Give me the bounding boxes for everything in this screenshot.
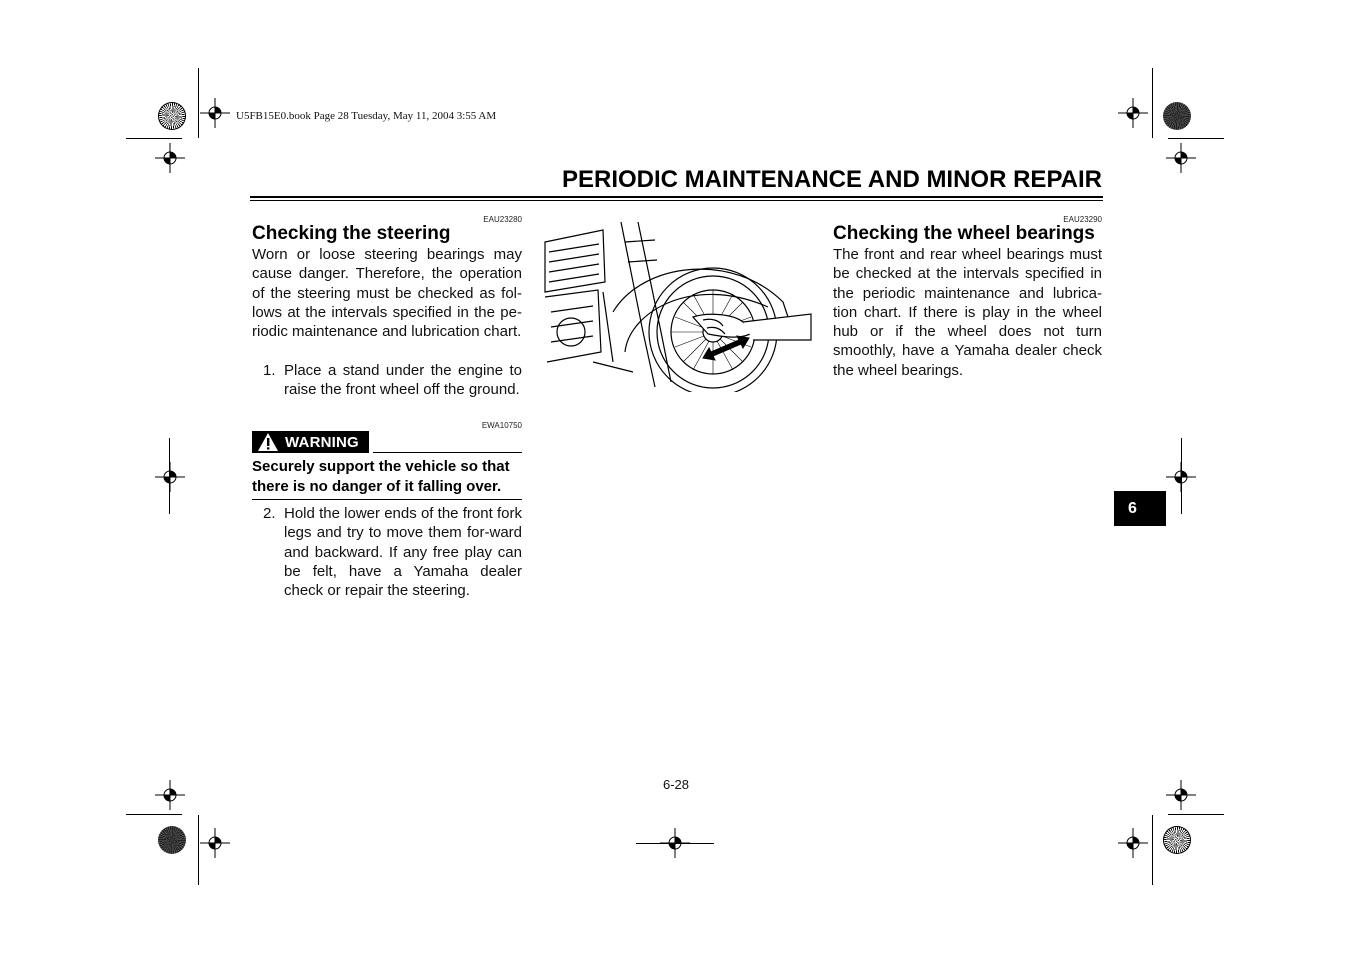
step-number: 1. (263, 362, 276, 379)
crop-mark (636, 843, 714, 844)
warning-triangle-icon (257, 432, 279, 452)
section-heading-steering: Checking the steering (252, 223, 451, 244)
registration-mark-icon (200, 828, 230, 858)
crop-mark (198, 815, 199, 885)
step-number: 2. (263, 505, 276, 522)
header-rule (250, 196, 1103, 198)
warning-text: Securely support the vehicle so that there is no danger of it falling over. (252, 458, 510, 495)
step-text: Place a stand under the engine to raise the front wheel off the ground. (284, 362, 522, 399)
color-rosette-icon (1163, 102, 1191, 130)
section-code: EAU23280 (483, 215, 522, 224)
registration-mark-icon (1166, 780, 1196, 810)
registration-mark-icon (1118, 98, 1148, 128)
header-rule-thin (250, 200, 1103, 201)
warning-label: WARNING (285, 433, 359, 451)
section-code: EAU23290 (1063, 215, 1102, 224)
crop-mark (1168, 814, 1224, 815)
chapter-title: PERIODIC MAINTENANCE AND MINOR REPAIR (561, 166, 1102, 193)
crop-mark (198, 68, 199, 138)
step-text: Hold the lower ends of the front fork legs and try to move them for-ward and backward. If any free play can be felt, have a Yamaha dealer check or repair the steering. (284, 505, 522, 600)
registration-mark-icon (200, 98, 230, 128)
color-rosette-icon (158, 826, 186, 854)
crop-mark (126, 814, 182, 815)
crop-mark (126, 138, 182, 139)
crop-mark (169, 438, 170, 514)
color-rosette-icon (158, 102, 186, 130)
steering-intro: Worn or loose steering bearings may cause danger. Therefore, the operation of the steering must be checked as fol-lows at the intervals specified in the pe-riodic maintenance and lubrication chart. (252, 246, 522, 341)
registration-mark-icon (155, 780, 185, 810)
warning-rule (373, 452, 522, 453)
crop-mark (1152, 815, 1153, 885)
registration-mark-icon (155, 143, 185, 173)
warning-badge (252, 431, 369, 453)
page-number: 6-28 (663, 777, 690, 792)
registration-mark-icon (155, 462, 185, 492)
wheel-bearings-body: The front and rear wheel bearings must be checked at the intervals specified in the periodic maintenance and lubrica-tion chart. If there is play in the wheel hub or if the wheel does not turn smoothly, have a Yamaha dealer check the wheel bearings. (833, 246, 1102, 379)
section-heading-wheel-bearings: Checking the wheel bearings (833, 223, 1095, 244)
crop-mark (1168, 138, 1224, 139)
crop-mark (1152, 68, 1153, 138)
section-tab: 6 (1114, 491, 1166, 526)
registration-mark-icon (1166, 143, 1196, 173)
registration-mark-icon (1118, 828, 1148, 858)
book-info-line: U5FB15E0.book Page 28 Tuesday, May 11, 2004 3:55 AM (236, 110, 497, 122)
color-rosette-icon (1163, 826, 1191, 854)
warning-rule-bottom (252, 499, 522, 500)
warning-code: EWA10750 (481, 421, 522, 430)
steering-check-illustration (543, 222, 813, 392)
crop-mark (1181, 438, 1182, 514)
